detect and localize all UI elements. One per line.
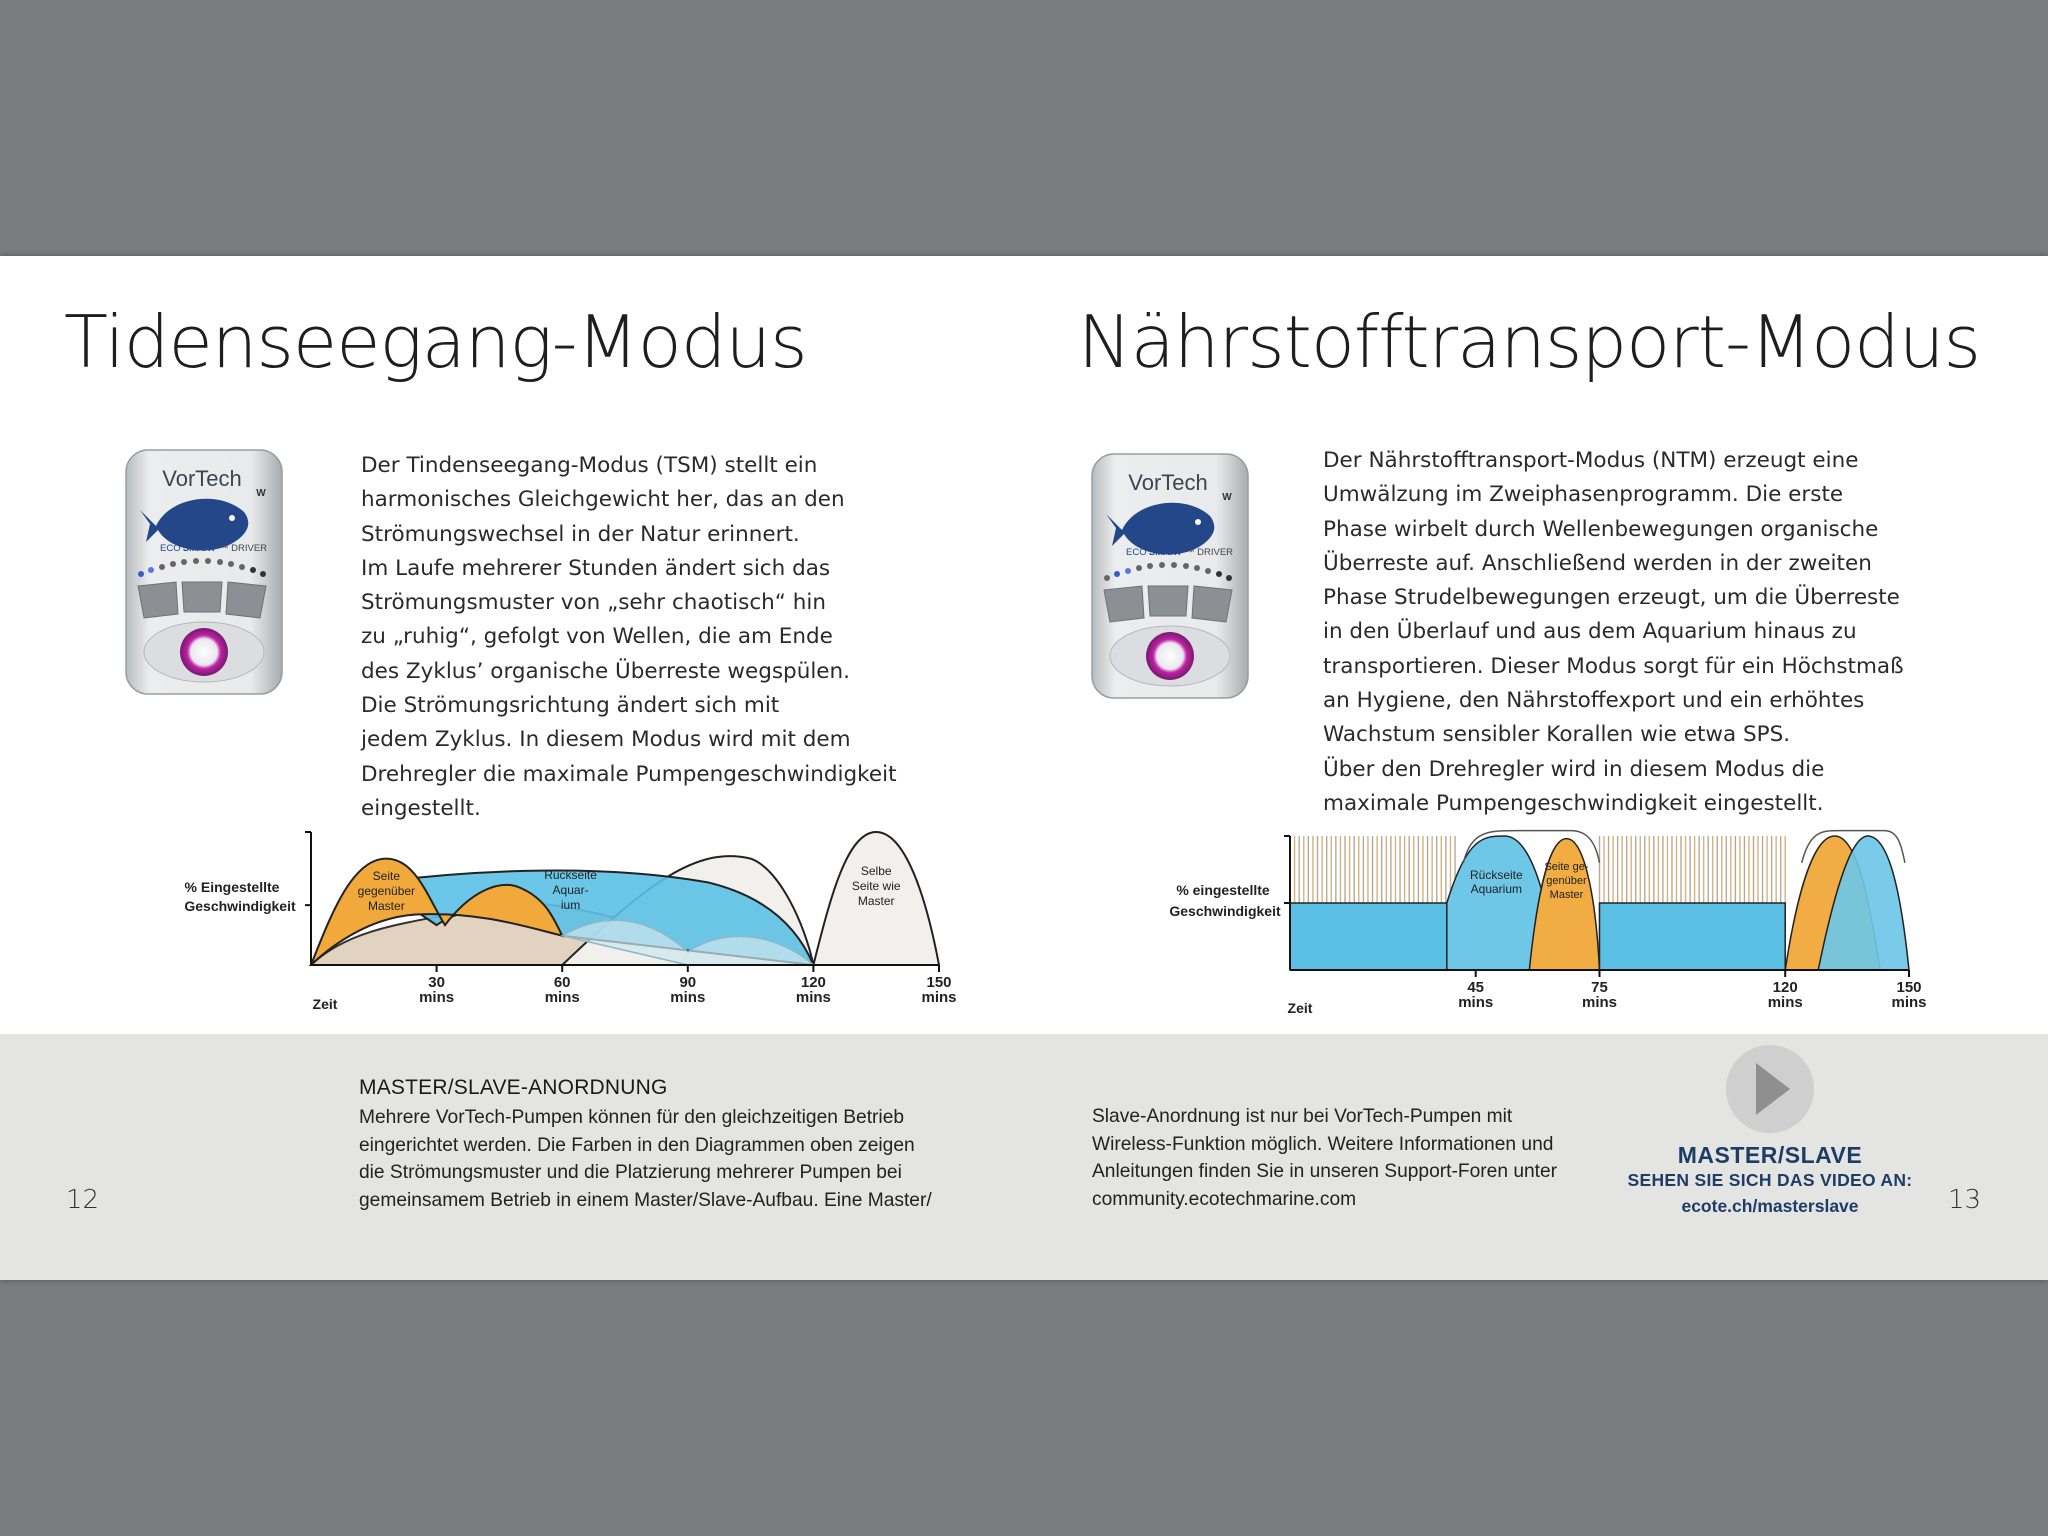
footer-line: eingerichtet werden. Die Farben in den Diagrammen oben zeigen	[359, 1134, 915, 1156]
y-axis-label-line1: % Eingestellte	[184, 879, 280, 895]
x-tick-unit: mins	[544, 989, 580, 1006]
x-tick-unit: mins	[1458, 994, 1494, 1011]
chart-annotation: Seite wie	[851, 879, 901, 893]
video-title: MASTER/SLAVE	[1677, 1142, 1863, 1168]
device-brand-suffix: W	[1222, 492, 1232, 503]
x-tick-label: 150	[926, 974, 952, 991]
x-tick-label: 120	[1772, 979, 1798, 996]
vortech-driver-device-right	[1086, 450, 1254, 706]
body-line: Die Strömungsrichtung ändert sich mit	[361, 693, 780, 719]
x-tick-label: 150	[1896, 979, 1922, 996]
speed-knob-icon	[180, 628, 228, 676]
x-axis-ticks	[1458, 970, 1926, 1011]
x-tick-label: 120	[800, 974, 826, 991]
footer-line: Anleitungen finden Sie in unseren Support-Foren unter	[1092, 1161, 1558, 1183]
tsm-flow-chart	[170, 820, 970, 1020]
left-page-body	[361, 449, 897, 826]
body-line: Umwälzung im Zweiphasenprogramm. Die erste	[1323, 482, 1844, 508]
body-line: maximale Pumpengeschwindigkeit eingestellt.	[1323, 790, 1824, 816]
chart-annotation: Selbe	[860, 864, 892, 878]
series-area-seite-gegenueber	[1529, 839, 1599, 970]
chart-annotation: gegenüber	[357, 884, 416, 898]
vortech-driver-device-left	[120, 446, 288, 702]
chart-annotation: Master	[368, 899, 405, 913]
fish-eye-icon	[1195, 519, 1201, 525]
x-tick-label: 45	[1467, 979, 1485, 996]
chart-annotation: Master	[1549, 889, 1584, 901]
body-line: transportieren. Dieser Modus sorgt für ein Höchstmaß	[1323, 653, 1904, 679]
y-axis-label-line2: Geschwindigkeit	[184, 898, 296, 914]
body-line: Phase wirbelt durch Wellenbewegungen organische	[1323, 516, 1879, 542]
x-tick-unit: mins	[795, 989, 831, 1006]
video-promo	[1600, 1040, 1940, 1220]
device-eco-label: ECO	[160, 543, 181, 554]
chart-annotation: Aquar-	[552, 883, 589, 897]
right-page-body	[1323, 444, 1904, 821]
master-slave-text-right	[1092, 1103, 1557, 1214]
device-brand-suffix: W	[256, 488, 266, 499]
device-driver-label: ™ DRIVER	[219, 543, 268, 554]
body-line: Im Laufe mehrerer Stunden ändert sich das	[361, 555, 831, 581]
chart-annotation: Master	[857, 894, 895, 908]
x-tick-label: 75	[1591, 979, 1608, 996]
x-tick-unit: mins	[419, 989, 455, 1006]
device-brand: VorTech	[1128, 470, 1208, 495]
device-smart-label: SMART	[1149, 547, 1183, 558]
body-line: harmonisches Gleichgewicht her, das an den	[361, 487, 845, 513]
y-axis-label-line2: Geschwindigkeit	[1169, 903, 1281, 919]
body-line: Strömungsmuster von „sehr chaotisch“ hin	[361, 590, 826, 616]
footer-line: community.ecotechmarine.com	[1092, 1189, 1357, 1211]
left-page-title: Tidenseegang-Modus	[64, 300, 807, 384]
x-tick-unit: mins	[921, 989, 957, 1006]
footer-line: die Strömungsmuster und die Platzierung mehrerer Pumpen bei	[359, 1162, 902, 1184]
device-eco-label: ECO	[1126, 547, 1147, 558]
footer-line: gemeinsamem Betrieb in einem Master/Slave-Aufbau. Eine Master/	[359, 1190, 932, 1212]
y-axis-label-line1: % eingestellte	[1176, 882, 1270, 898]
body-line: des Zyklus’ organische Überreste wegspülen.	[361, 658, 850, 684]
device-smart-label: SMART	[183, 543, 217, 554]
device-driver-label: ™ DRIVER	[1185, 547, 1234, 558]
footer-line: Mehrere VorTech-Pumpen können für den gleichzeitigen Betrieb	[359, 1107, 905, 1128]
play-video-button[interactable]	[1726, 1045, 1814, 1133]
x-tick-unit: mins	[1581, 994, 1618, 1011]
video-subtitle: SEHEN SIE SICH DAS VIDEO AN:	[1627, 1170, 1913, 1190]
page-number-right: 13	[1948, 1185, 1982, 1215]
fish-eye-icon	[229, 515, 235, 521]
body-line: an Hygiene, den Nährstoffexport und ein erhöhtes	[1323, 688, 1865, 714]
x-tick-unit: mins	[1767, 994, 1803, 1011]
x-tick-label: 60	[553, 974, 571, 991]
chart-annotation: ium	[560, 898, 581, 912]
master-slave-text-left	[359, 1104, 932, 1215]
chart-annotation: genüber	[1546, 875, 1587, 887]
x-tick-label: 90	[679, 974, 697, 991]
x-tick-unit: mins	[670, 989, 706, 1006]
body-line: Der Tindenseegang-Modus (TSM) stellt ein	[361, 453, 818, 478]
device-brand: VorTech	[162, 466, 242, 491]
x-tick-label: 30	[428, 974, 445, 991]
x-axis-label: Zeit	[1287, 1000, 1313, 1016]
chart-annotation: Aquarium	[1470, 882, 1523, 896]
body-line: Strömungswechsel in der Natur erinnert.	[361, 521, 800, 547]
body-line: Der Nährstofftransport-Modus (NTM) erzeugt eine	[1323, 448, 1859, 473]
x-axis-ticks	[419, 965, 956, 1006]
page-number-left: 12	[66, 1185, 100, 1215]
body-line: Drehregler die maximale Pumpengeschwindigkeit	[361, 761, 897, 787]
chart-annotation: Seite ge-	[1544, 861, 1589, 873]
body-line: jedem Zyklus. In diesem Modus wird mit dem	[361, 727, 851, 753]
video-link[interactable]: ecote.ch/masterslave	[1681, 1196, 1859, 1216]
footer-line: Wireless-Funktion möglich. Weitere Informationen und	[1092, 1133, 1554, 1155]
chart-annotation: Seite	[372, 869, 401, 883]
series-area-pulse-block-2	[1600, 903, 1786, 970]
body-line: Phase Strudelbewegungen erzeugt, um die Überreste	[1323, 585, 1900, 611]
body-line: in den Überlauf und aus dem Aquarium hinaus zu	[1323, 619, 1857, 645]
x-axis-label: Zeit	[312, 996, 338, 1012]
body-line: Wachstum sensibler Korallen wie etwa SPS.	[1323, 722, 1791, 748]
chart-annotation: Rückseite	[544, 868, 597, 882]
series-area-pulse-block-1	[1290, 903, 1455, 970]
body-line: zu „ruhig“, gefolgt von Wellen, die am Ende	[361, 624, 833, 650]
body-line: Über den Drehregler wird in diesem Modus die	[1323, 756, 1825, 782]
body-line: Überreste auf. Anschließend werden in der zweiten	[1323, 550, 1872, 576]
right-page-title: Nährstofftransport-Modus	[1077, 300, 1980, 384]
chart-annotation: Rückseite	[1469, 868, 1523, 882]
master-slave-heading: MASTER/SLAVE-ANORDNUNG	[359, 1076, 668, 1099]
speed-knob-icon	[1146, 632, 1194, 680]
body-line: eingestellt.	[361, 795, 481, 821]
ntm-flow-chart	[1150, 820, 1930, 1025]
footer-line: Slave-Anordnung ist nur bei VorTech-Pumpen mit	[1092, 1106, 1513, 1127]
x-tick-unit: mins	[1891, 994, 1927, 1011]
